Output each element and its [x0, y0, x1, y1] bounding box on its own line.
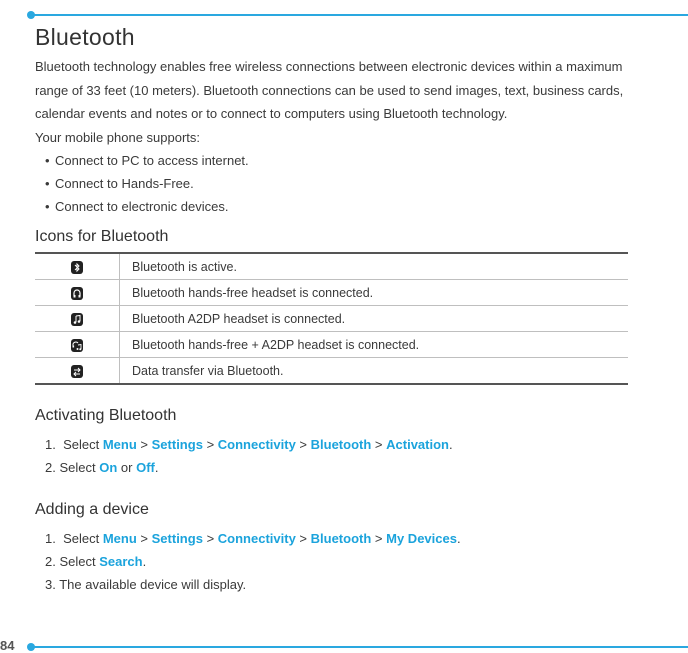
list-item: 2. Select Search.: [45, 554, 147, 569]
headset-icon: [71, 287, 83, 300]
table-row: [35, 280, 628, 306]
icon-description: Bluetooth hands-free headset is connected.: [120, 280, 629, 306]
supports-list: [35, 149, 635, 218]
bluetooth-active-icon: [71, 261, 83, 274]
table-row: [35, 332, 628, 358]
icons-heading: Icons for Bluetooth: [35, 228, 169, 245]
icon-description: Bluetooth A2DP headset is connected.: [120, 306, 629, 332]
icons-table: [35, 252, 628, 385]
table-row: [35, 253, 628, 280]
icon-description: Data transfer via Bluetooth.: [120, 358, 629, 385]
list-item: • Connect to PC to access internet.: [45, 153, 249, 168]
bottom-rule: [30, 646, 688, 648]
list-item: • Connect to electronic devices.: [45, 199, 229, 214]
activating-steps: [35, 433, 635, 479]
bottom-rule-dot: [27, 643, 35, 651]
activating-section: [35, 407, 635, 479]
top-rule: [30, 14, 688, 16]
data-transfer-icon: [71, 365, 83, 378]
music-note-icon: [71, 313, 83, 326]
headset-music-icon: [71, 339, 83, 352]
supports-label: Your mobile phone supports:: [35, 129, 201, 145]
list-item: 3. The available device will display.: [45, 577, 247, 592]
list-item: 1. Select Menu > Settings > Connectivity > Bluetooth > Activation.: [45, 437, 453, 452]
intro-paragraph: Bluetooth technology enables free wireless connections between electronic devices within a maximum range of 33 feet (10 meters). Bluetooth connections can be used to send images, text, business cards, calendar events and notes or to connect to computers using Bluetooth technology.: [35, 59, 624, 121]
table-row: [35, 358, 628, 385]
adding-section: [35, 501, 635, 596]
page-number: 84: [0, 638, 15, 653]
icon-description: Bluetooth hands-free + A2DP headset is connected.: [120, 332, 629, 358]
activating-heading: Activating Bluetooth: [35, 407, 177, 424]
list-item: 1. Select Menu > Settings > Connectivity > Bluetooth > My Devices.: [45, 531, 461, 546]
list-item: 2. Select On or Off.: [45, 460, 159, 475]
icon-description: Bluetooth is active.: [120, 253, 629, 280]
adding-heading: Adding a device: [35, 501, 149, 518]
page-title: Bluetooth: [35, 24, 135, 50]
adding-steps: [35, 527, 635, 596]
top-rule-dot: [27, 11, 35, 19]
page-content: [35, 24, 635, 596]
list-item: • Connect to Hands-Free.: [45, 176, 194, 191]
table-row: [35, 306, 628, 332]
